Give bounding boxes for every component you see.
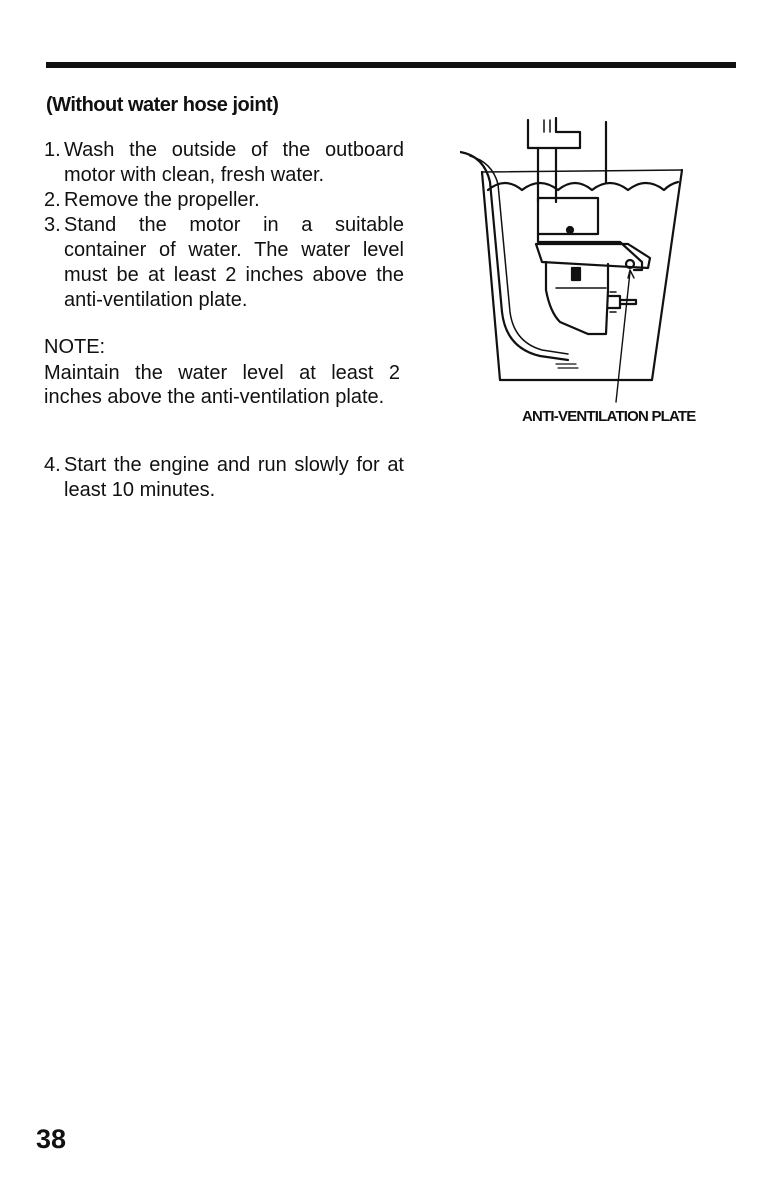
section-heading: (Without water hose joint)	[46, 94, 279, 116]
step-2	[44, 188, 404, 213]
hose	[460, 152, 568, 360]
step-number: 3.	[44, 214, 61, 236]
figure-caption: ANTI-VENTILATION PLATE	[522, 408, 696, 425]
note-label: NOTE:	[44, 336, 106, 358]
step-number: 2.	[44, 189, 61, 211]
motor-top	[528, 118, 580, 148]
step-number: 1.	[44, 139, 61, 161]
note-text: Maintain the water level at least 2 inches above the anti-ventilation plate.	[44, 362, 400, 408]
step-4	[44, 453, 404, 503]
step-text: Stand the motor in a suitable container of water. The water level must be at least 2 inches above the anti-ventilation plate.	[64, 214, 404, 311]
step-number: 4.	[44, 454, 61, 476]
step-text: Remove the propeller.	[64, 189, 260, 211]
container-rim	[482, 170, 682, 172]
outboard-in-container-illustration	[460, 112, 710, 412]
water-surface	[488, 182, 678, 190]
container-outline	[482, 170, 682, 380]
leader-line	[616, 272, 630, 402]
prop-shaft	[608, 296, 636, 308]
steps-list	[44, 138, 404, 313]
page-number: 38	[36, 1124, 67, 1154]
step-text: Wash the outside of the outboard motor with clean, fresh water.	[64, 139, 404, 186]
step-text: Start the engine and run slowly for at least 10 minutes.	[64, 454, 404, 501]
step-3	[44, 213, 404, 313]
steps-list-continued	[44, 453, 404, 503]
top-rule	[46, 62, 736, 68]
step-1	[44, 138, 404, 188]
motor-shaft	[538, 148, 556, 202]
